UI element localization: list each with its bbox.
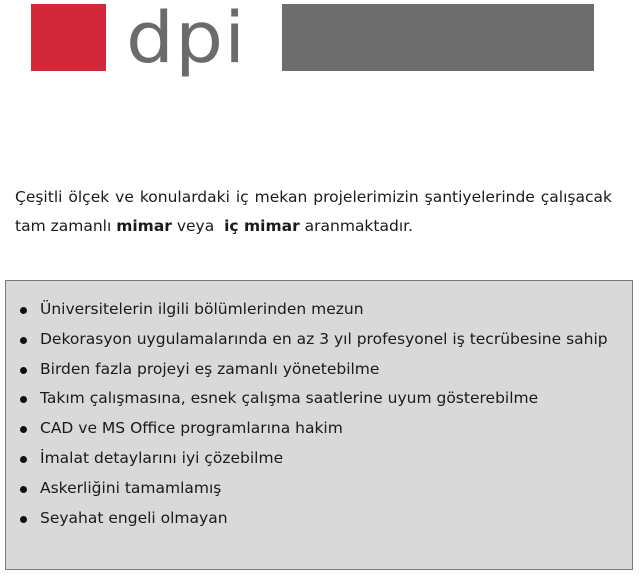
list-item (6, 295, 632, 325)
bullet-icon (20, 516, 27, 523)
bullet-icon (20, 486, 27, 493)
intro-bold-mimar: mimar (116, 217, 172, 235)
list-item (6, 325, 632, 355)
list-item (6, 355, 632, 385)
bullet-icon (20, 337, 27, 344)
logo-text: dpi (126, 0, 247, 79)
list-item (6, 474, 632, 504)
requirements-box (5, 280, 633, 570)
list-item-text: Askerliğini tamamlamış (40, 478, 222, 497)
intro-text-3: aranmaktadır. (299, 217, 414, 235)
list-item-text: Dekorasyon uygulamalarında en az 3 yıl profesyonel iş tecrübesine sahip (40, 329, 608, 348)
list-item (6, 444, 632, 474)
list-item-text: CAD ve MS Office programlarına hakim (40, 419, 343, 438)
bullet-icon (20, 456, 27, 463)
list-item-text: Takım çalışmasına, esnek çalışma saatlerine uyum gösterebilme (40, 389, 539, 408)
list-item (6, 504, 632, 534)
list-item-text: Seyahat engeli olmayan (40, 508, 228, 527)
bullet-icon (20, 367, 27, 374)
bullet-icon (20, 396, 27, 403)
logo-red-square (31, 4, 106, 71)
logo-gray-bar (282, 4, 594, 71)
intro-text-1: Çeşitli ölçek ve konulardaki iç mekan projelerimizin şantiyelerinde çalışacak tam zamanlı (15, 188, 612, 235)
list-item-text: İmalat detaylarını iyi çözebilme (40, 448, 284, 467)
requirements-list (6, 281, 632, 533)
list-item (6, 384, 632, 414)
list-item-text: Birden fazla projeyi eş zamanlı yönetebilme (40, 359, 380, 378)
intro-bold-ic-mimar: iç mimar (224, 217, 300, 235)
list-item (6, 414, 632, 444)
bullet-icon (20, 307, 27, 314)
list-item-text: Üniversitelerin ilgili bölümlerinden mezun (40, 300, 364, 318)
intro-text-2: veya (171, 217, 225, 235)
job-intro-paragraph (15, 183, 612, 241)
bullet-icon (20, 426, 27, 433)
